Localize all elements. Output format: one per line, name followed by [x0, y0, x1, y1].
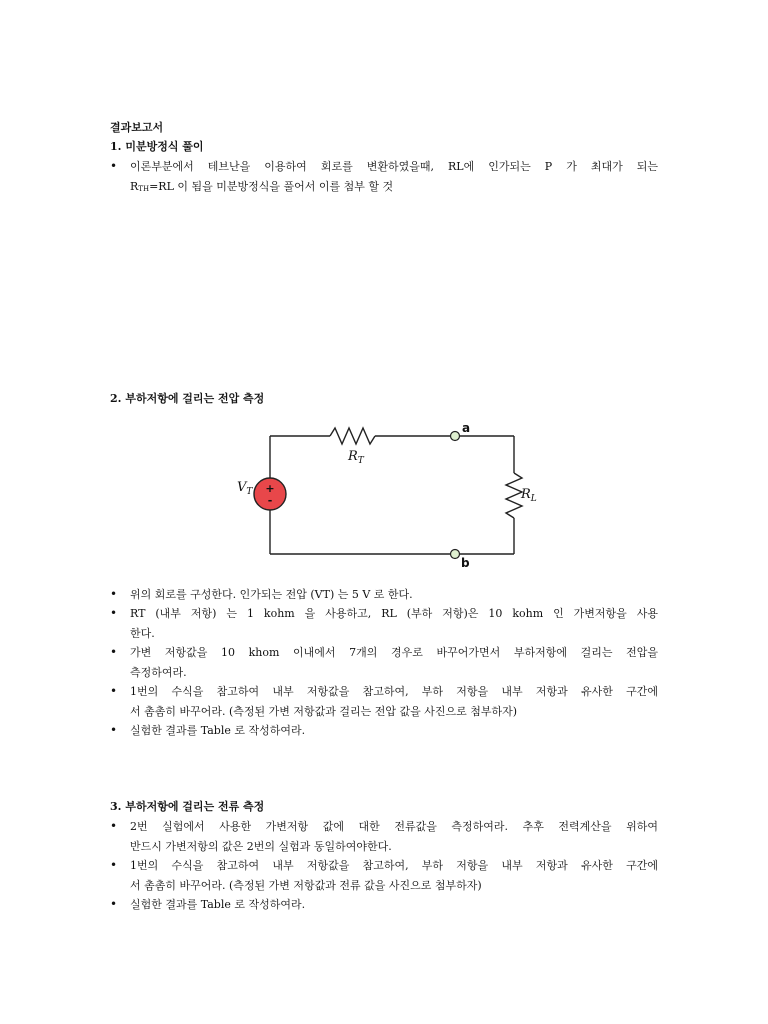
thevenin-circuit-diagram — [235, 418, 535, 570]
s3-b2-line1: 1번의 수식을 참고하여 내부 저항값을 참고하여, 부하 저항을 내부 저항과 유사한 구간에 — [130, 859, 658, 872]
rt-label: $R_T$ — [348, 449, 364, 466]
bullet-symbol: • — [110, 819, 118, 833]
s2-b2-line2: 한다. — [130, 626, 155, 640]
bullet-symbol: • — [110, 159, 118, 173]
section1-heading: 1. 미분방정식 풀이 — [110, 140, 204, 153]
bullet-symbol: • — [110, 684, 118, 698]
s3-b2-line2: 서 촘촘히 바꾸어라. (측정된 가변 저항값과 전류 값을 사진으로 첨부하자) — [130, 878, 482, 892]
bullet-symbol: • — [110, 723, 118, 737]
bullet-symbol: • — [110, 858, 118, 872]
source-plus: + — [265, 482, 275, 495]
s3-b3-line1: 실험한 결과를 Table 로 작성하여라. — [130, 898, 306, 911]
bullet-symbol: • — [110, 897, 118, 911]
vt-label: $V_T$ — [237, 480, 253, 497]
bullet-symbol: • — [110, 587, 118, 601]
section3-heading: 3. 부하저항에 걸리는 전류 측정 — [110, 800, 265, 813]
circuit-svg — [235, 418, 535, 570]
section1-bullet-line1: 이론부분에서 테브난을 이용하여 회로를 변환하였을때, RL에 인가되는 P 가 최대가 되는 — [130, 160, 658, 173]
section2-heading: 2. 부하저항에 걸리는 전압 측정 — [110, 392, 265, 405]
s2-b1-line1: 위의 회로를 구성한다. 인가되는 전압 (VT) 는 5 V 로 한다. — [130, 588, 413, 601]
s2-b3-line1: 가변 저항값을 10 khom 이내에서 7개의 경우로 바꾸어가면서 부하저항에 걸리는 전압을 — [130, 646, 658, 659]
source-minus: - — [267, 494, 273, 507]
section1-bullet — [110, 157, 660, 197]
section2-bullet-2 — [110, 604, 660, 644]
s3-b1-line1: 2번 실험에서 사용한 가변저항 값에 대한 전류값을 측정하여라. 추후 전력계산을 위하여 — [130, 820, 658, 833]
section3-bullet-1 — [110, 817, 660, 857]
bullet-symbol: • — [110, 606, 118, 620]
section2-bullet-5 — [110, 721, 660, 741]
bullet-symbol: • — [110, 645, 118, 659]
node-b-label: b — [461, 556, 470, 570]
s2-b5-line1: 실험한 결과를 Table 로 작성하여라. — [130, 724, 306, 737]
section1-bullet-line2: $R_{TH}=RL$ 이 됨을 미분방정식을 풀어서 이를 첨부 할 것 — [130, 179, 394, 193]
s2-b2-line1: RT (내부 저항) 는 1 kohm 을 사용하고, RL (부하 저항)은 10 kohm 인 가변저항을 사용 — [130, 607, 658, 620]
s2-b4-line1: 1번의 수식을 참고하여 내부 저항값을 참고하여, 부하 저항을 내부 저항과 유사한 구간에 — [130, 685, 658, 698]
section2-bullet-1 — [110, 585, 660, 605]
s2-b3-line2: 측정하여라. — [130, 665, 187, 679]
node-b-terminal — [451, 550, 460, 559]
node-a-terminal — [451, 432, 460, 441]
section2-bullet-4 — [110, 682, 660, 722]
node-a-label: a — [462, 421, 471, 435]
resistor-rl — [506, 473, 522, 518]
section3-bullet-3 — [110, 895, 660, 915]
s3-b1-line2: 반드시 가변저항의 값은 2번의 실험과 동일하여야한다. — [130, 839, 392, 853]
report-title: 결과보고서 — [110, 121, 164, 134]
section3-bullet-2 — [110, 856, 660, 896]
s2-b4-line2: 서 촘촘히 바꾸어라. (측정된 가변 저항값과 걸리는 전압 값을 사진으로 첨부하자) — [130, 704, 518, 718]
section2-bullet-3 — [110, 643, 660, 683]
resistor-rt — [330, 428, 375, 444]
rl-label: $R_L$ — [521, 487, 537, 504]
